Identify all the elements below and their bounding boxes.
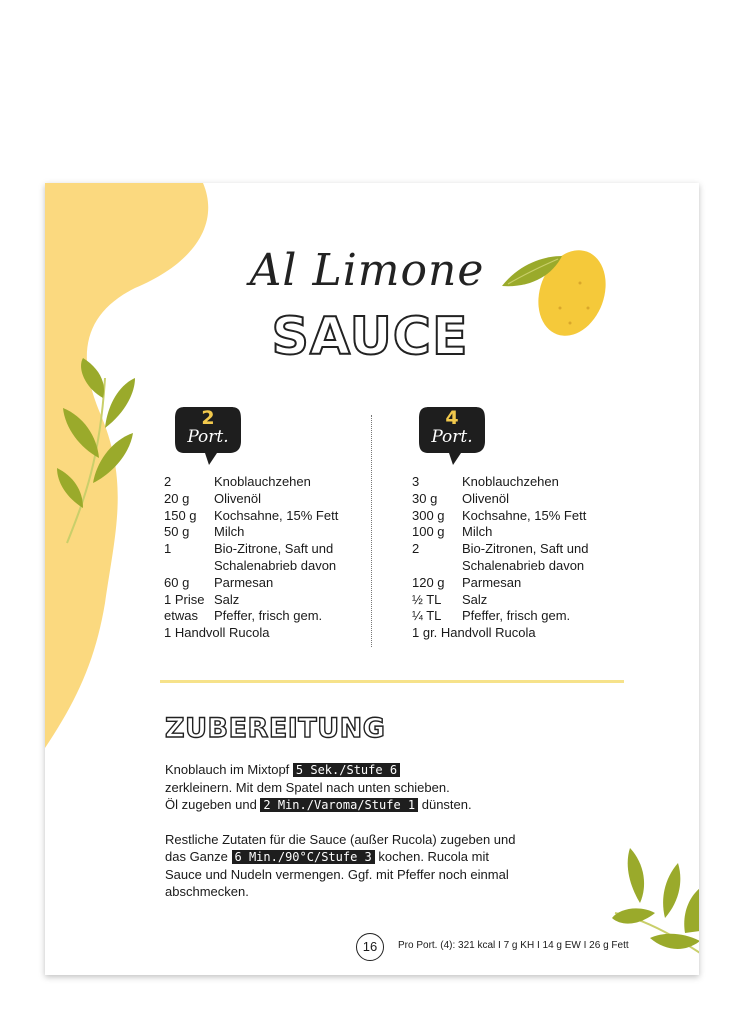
speech-bubble-icon — [417, 405, 487, 467]
leaf-branch-icon — [610, 843, 699, 973]
ingredient-row: 50 g Milch — [164, 524, 245, 540]
ingredient-list-4 — [412, 474, 632, 642]
ingredient-list-2 — [164, 474, 364, 642]
ingredient-row: 30 g Olivenöl — [412, 490, 509, 506]
thermomix-setting-tag: 6 Min./90°C/Stufe 3 — [232, 850, 375, 864]
ingredient-row: 1 Bio-Zitrone, Saft und Schalenabrieb davon — [164, 541, 337, 573]
preparation-step-2: Restliche Zutaten für die Sauce (außer Rucola) zugeben und das Ganze 6 Min./90°C/Stufe 3 kochen. Rucola mit Sauce und Nudeln vermengen. Ggf. mit Pfeffer noch einmal abschmecken. — [165, 832, 516, 899]
lemon-icon — [500, 238, 610, 348]
page-number: 16 — [356, 933, 384, 961]
ingredient-row: 3 Knoblauchzehen — [412, 474, 559, 489]
title-sauce: SAUCE — [271, 307, 469, 367]
preparation-heading: ZUBEREITUNG — [165, 713, 386, 744]
speech-bubble-icon — [173, 405, 243, 467]
portion-label: Port. — [187, 427, 229, 447]
recipe-page — [45, 183, 699, 975]
thermomix-setting-tag: 5 Sek./Stufe 6 — [293, 763, 400, 777]
section-divider — [160, 680, 624, 683]
portion-count: 2 — [201, 407, 215, 429]
ingredient-row: 300 g Kochsahne, 15% Fett — [412, 507, 587, 523]
ingredient-row: 150 g Kochsahne, 15% Fett — [164, 507, 339, 523]
thermomix-setting-tag: 2 Min./Varoma/Stufe 1 — [260, 798, 418, 812]
ingredient-row: 1 gr. Handvoll Rucola — [412, 625, 536, 641]
preparation-text — [165, 761, 555, 917]
ingredient-row: 20 g Olivenöl — [164, 490, 261, 506]
ingredient-row: ½ TL Salz — [412, 591, 488, 607]
portion-label: Port. — [431, 427, 473, 447]
column-divider — [371, 415, 372, 647]
ingredient-row: ¼ TL Pfeffer, frisch gem. — [412, 608, 571, 624]
portion-count: 4 — [445, 407, 459, 429]
title-script: Al Limone — [249, 245, 485, 296]
ingredient-row: 1 Prise Salz — [164, 591, 240, 607]
leaf-branch-icon — [55, 358, 145, 548]
nutrition-info: Pro Port. (4): 321 kcal I 7 g KH I 14 g EW I 26 g Fett — [398, 940, 629, 951]
ingredient-row: 1 Handvoll Rucola — [164, 625, 270, 641]
preparation-step-1: Knoblauch im Mixtopf 5 Sek./Stufe 6 zerkleinern. Mit dem Spatel nach unten schieben. Öl zugeben und 2 Min./Varoma/Stufe 1 dünsten. — [165, 762, 472, 812]
ingredient-row: 60 g Parmesan — [164, 574, 274, 590]
ingredient-row: 100 g Milch — [412, 524, 493, 540]
ingredient-row: 2 Bio-Zitronen, Saft und Schalenabrieb davon — [412, 541, 589, 573]
ingredient-row: etwas Pfeffer, frisch gem. — [164, 608, 323, 624]
ingredient-row: 2 Knoblauchzehen — [164, 474, 311, 489]
ingredient-row: 120 g Parmesan — [412, 574, 522, 590]
